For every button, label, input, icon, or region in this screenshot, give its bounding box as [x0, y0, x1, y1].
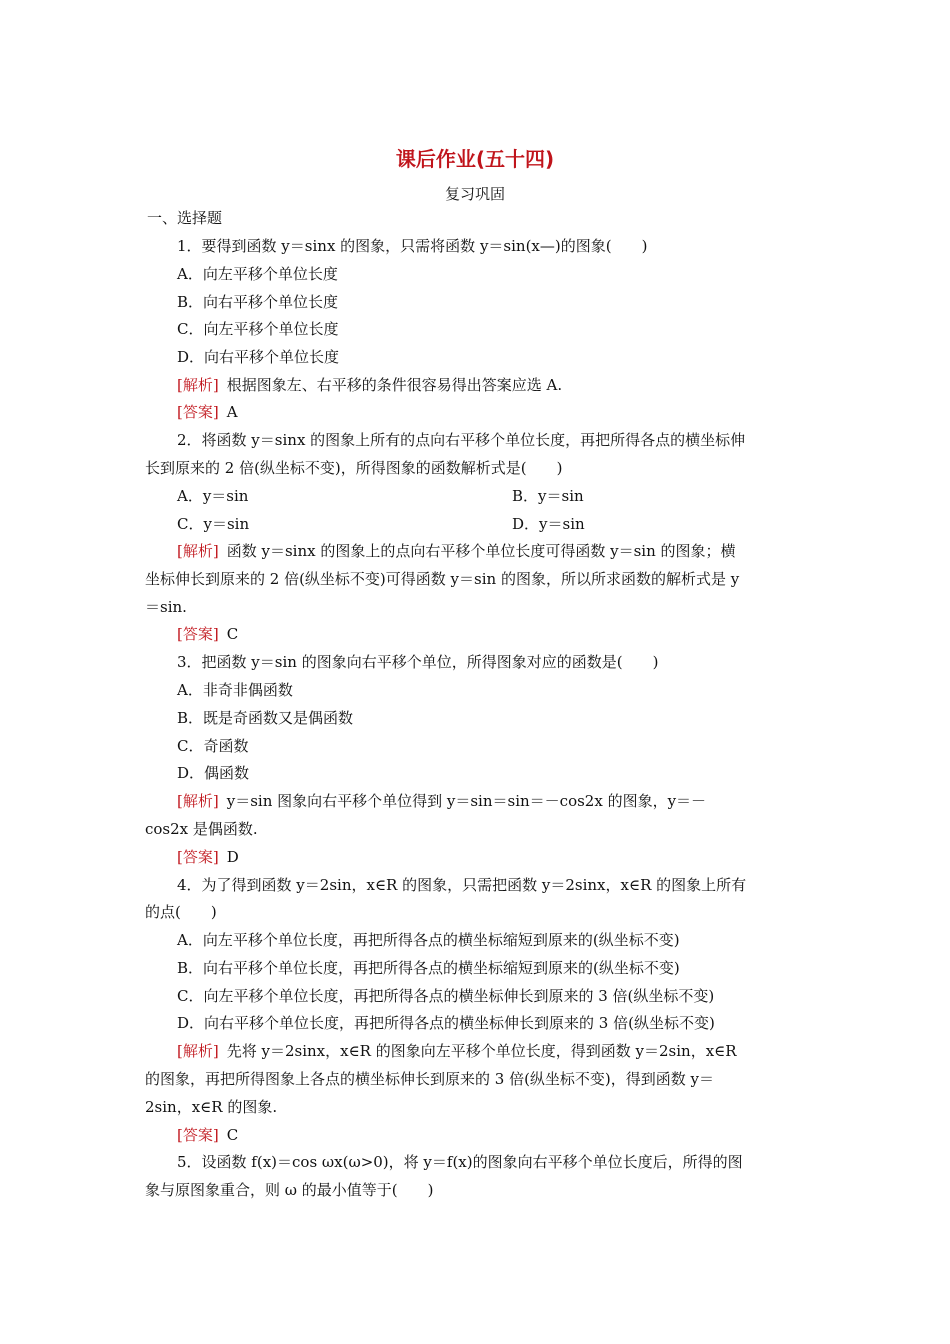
q3-analysis	[177, 791, 706, 811]
q4-option-d: D．向右平移个单位长度，再把所得各点的横坐标伸长到原来的 3 倍(纵坐标不变)	[177, 1014, 715, 1032]
q3-stem: 3．把函数 y＝sin 的图象向右平移个单位，所得图象对应的函数是( )	[177, 653, 659, 671]
answer-tag: [答案]	[177, 403, 219, 421]
analysis-tag: [解析]	[177, 542, 219, 560]
q2-analysis-line2: 坐标伸长到原来的 2 倍(纵坐标不变)可得函数 y＝sin 的图象，所以所求函数的解析式是 y	[145, 570, 740, 588]
q4-analysis-line2: 的图象，再把所得图象上各点的横坐标伸长到原来的 3 倍(纵坐标不变)，得到函数 y＝	[145, 1070, 715, 1088]
analysis-tag: [解析]	[177, 1042, 219, 1060]
q4-stem-line2: 的点( )	[145, 903, 217, 921]
q3-analysis-line2: cos2x 是偶函数.	[145, 820, 258, 838]
section-heading: 一、选择题	[147, 209, 223, 227]
q2-analysis-text: 函数 y＝sinx 的图象上的点向右平移个单位长度可得函数 y＝sin 的图象；横	[226, 542, 736, 560]
q4-analysis	[177, 1041, 737, 1061]
section-subtitle: 复习巩固	[444, 185, 505, 203]
q4-analysis-line3: 2sin，x∈R 的图象.	[145, 1098, 278, 1116]
q3-answer	[177, 847, 239, 867]
q1-analysis	[177, 375, 562, 395]
q2-answer-text: C	[226, 625, 239, 643]
q3-option-c: C．奇函数	[177, 737, 249, 755]
q4-stem-line1: 4．为了得到函数 y＝2sin，x∈R 的图象，只需把函数 y＝2sinx，x∈R 的图象上所有	[177, 876, 747, 894]
q2-stem-line1: 2．将函数 y＝sinx 的图象上所有的点向右平移个单位长度，再把所得各点的横坐标伸	[177, 431, 746, 449]
q4-option-a: A．向左平移个单位长度，再把所得各点的横坐标缩短到原来的(纵坐标不变)	[177, 931, 680, 949]
q1-analysis-text: 根据图象左、右平移的条件很容易得出答案应选 A.	[226, 376, 563, 394]
q3-option-b: B．既是奇函数又是偶函数	[177, 709, 354, 727]
q5-stem-line1: 5．设函数 f(x)＝cos ωx(ω>0)，将 y＝f(x)的图象向右平移个单位长度后，所得的图	[177, 1153, 743, 1171]
q4-answer-text: C	[226, 1126, 239, 1144]
q3-option-d: D．偶函数	[177, 764, 250, 782]
answer-tag: [答案]	[177, 1126, 219, 1144]
q1-option-d: D．向右平移个单位长度	[177, 348, 340, 366]
answer-tag: [答案]	[177, 625, 219, 643]
q2-analysis	[177, 541, 736, 561]
q1-answer-text: A	[226, 403, 238, 421]
analysis-tag: [解析]	[177, 792, 219, 810]
page-title: 课后作业(五十四)	[395, 147, 555, 171]
q4-option-c: C．向左平移个单位长度，再把所得各点的横坐标伸长到原来的 3 倍(纵坐标不变)	[177, 987, 715, 1005]
q2-option-b: B．y＝sin	[512, 487, 584, 505]
q1-stem: 1．要得到函数 y＝sinx 的图象，只需将函数 y＝sin(x—)的图象( )	[177, 237, 648, 255]
q4-analysis-text: 先将 y＝2sinx，x∈R 的图象向左平移个单位长度，得到函数 y＝2sin，x∈R	[226, 1042, 737, 1060]
q2-answer	[177, 624, 238, 644]
q5-stem-line2: 象与原图象重合，则 ω 的最小值等于( )	[145, 1181, 434, 1199]
answer-tag: [答案]	[177, 848, 219, 866]
q1-option-c: C．向左平移个单位长度	[177, 320, 339, 338]
q1-option-b: B．向右平移个单位长度	[177, 293, 339, 311]
q2-option-c: C．y＝sin	[177, 515, 250, 533]
q3-option-a: A．非奇非偶函数	[177, 681, 293, 699]
q2-stem-line2: 长到原来的 2 倍(纵坐标不变)，所得图象的函数解析式是( )	[145, 459, 563, 477]
q3-answer-text: D	[226, 848, 239, 866]
q2-analysis-line3: ＝sin.	[145, 598, 187, 616]
analysis-tag: [解析]	[177, 376, 219, 394]
q4-answer	[177, 1125, 238, 1145]
q1-option-a: A．向左平移个单位长度	[177, 265, 338, 283]
q3-analysis-text: y＝sin 图象向右平移个单位得到 y＝sin＝sin＝－cos2x 的图象，y＝－	[226, 792, 707, 810]
q2-option-a: A．y＝sin	[177, 487, 249, 505]
q4-option-b: B．向右平移个单位长度，再把所得各点的横坐标缩短到原来的(纵坐标不变)	[177, 959, 680, 977]
q1-answer	[177, 402, 238, 422]
q2-option-d: D．y＝sin	[512, 515, 585, 533]
